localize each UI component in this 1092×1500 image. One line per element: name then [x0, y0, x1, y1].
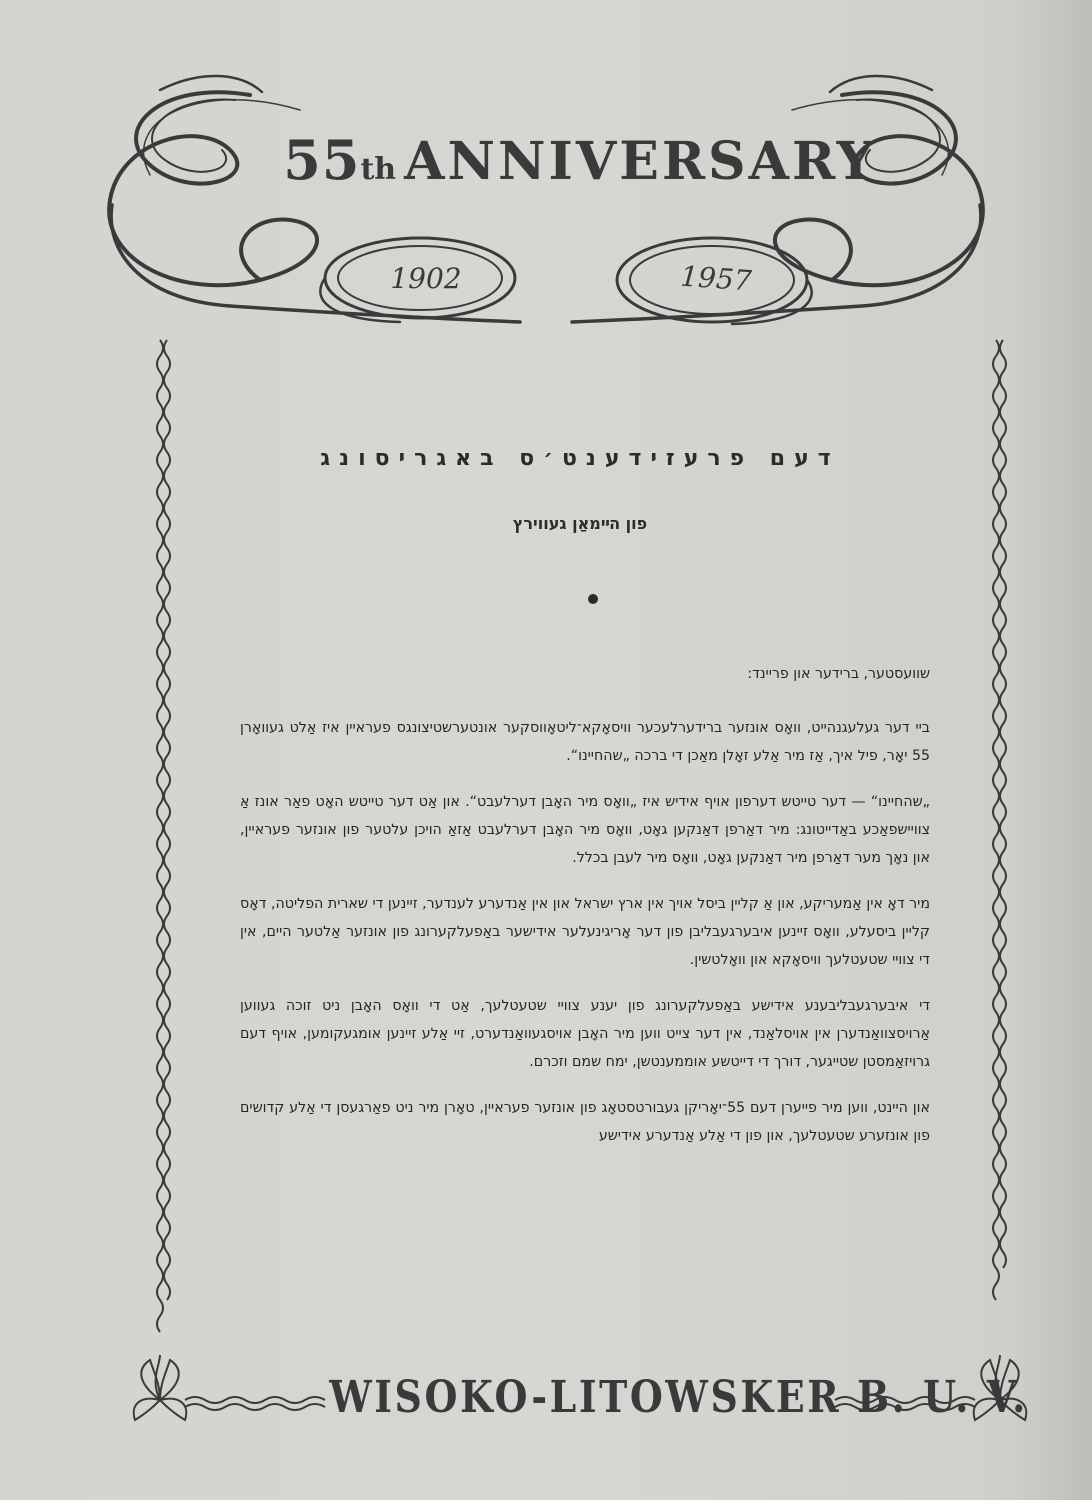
left-border [157, 340, 163, 1332]
paragraph: מיר דאָ אין אַמעריקע, און אַ קליין ביסל אויך אין ארץ ישראל און אין אַנדערע לענדער, זיינען די שארית הפליטה, דאָס קליין ביסעלע, וואָס זיינען איבערגעבליבן פון דער אָריגינעלער אידישער באַפעלקערונג פון אונזער אַלטער היים, אין די צוויי שטעטלעך וויסאָקא און וואָלטשין. [240, 896, 930, 968]
right-border [993, 340, 999, 1300]
paragraph: „שהחיינו“ — דער טייטש דערפון אויף אידיש איז „וואָס מיר האָבן דערלעבט“. און אַט דער טייטש האָט פאַר אונז אַ צוויישפאַכע באַדייטונג: מיר דאַרפן דאַנקען גאָט, וואָס מיר האָבן דערלעבט אַזאַ הויכן עלטער פון אונזער פעראיין, און נאָך מער דאַרפן מיר דאַנקען גאָט, וואָס מיר לעבן בכלל. [240, 794, 930, 866]
article-byline: פון הײמאַן געווירץ [512, 514, 648, 533]
anniversary-word: ANNIVERSARY [404, 131, 877, 192]
year-end: 1957 [679, 259, 753, 298]
left-leaf-ornament [134, 1355, 325, 1420]
salutation: שוועסטער, ברידער און פריינד: [747, 666, 930, 682]
article-heading: דעם פרעזידענט׳ס באגריסונג [320, 446, 840, 471]
anniversary-title [260, 128, 900, 192]
paragraph: און היינט, ווען מיר פייערן דעם 55־יאָריקן געבורטסטאָג פון אונזער פעראיין, טאָרן מיר ניט פאַרגעסן די אַלע קדושים פון אונזערע שטעטלעך, און פון די אַלע אַנדערע אידישע [240, 1100, 930, 1144]
paragraph: די איבערגעבליבענע אידישע באַפעלקערונג פון יענע צוויי שטעטלעך, אַט די וואָס האָבן ניט זוכה געווען אַרויסצוואַנדערן אין אויסלאַנד, אין דער צייט ווען מיר האָבן אויסגעוואַנדערט, זיי אַלע זיינען אומגעקומען, אויף דעם גרויזאַמסטן שטייגער, דורך די דייטשע אוממענטשן, ימח שמם וזכרם. [240, 998, 930, 1070]
paragraph: ביי דער געלעגנהייט, וואָס אונזער ברידערלעכער וויסאָקא־ליטאָווסקער אונטערשטיצונגס פעראיין איז אַלט געוואָרן 55 יאָר, פיל איך, אַז מיר אַלע זאָלן מאַכן די ברכה „שהחיינו“. [240, 720, 930, 764]
anniversary-ordinal: th [360, 152, 397, 187]
year-start: 1902 [390, 262, 462, 295]
organization-name: WISOKO-LITOWSKER B. U. V. [329, 1372, 1028, 1423]
anniversary-number: 55 [283, 128, 361, 192]
separator-dot [588, 594, 598, 604]
article-body [240, 660, 930, 1168]
